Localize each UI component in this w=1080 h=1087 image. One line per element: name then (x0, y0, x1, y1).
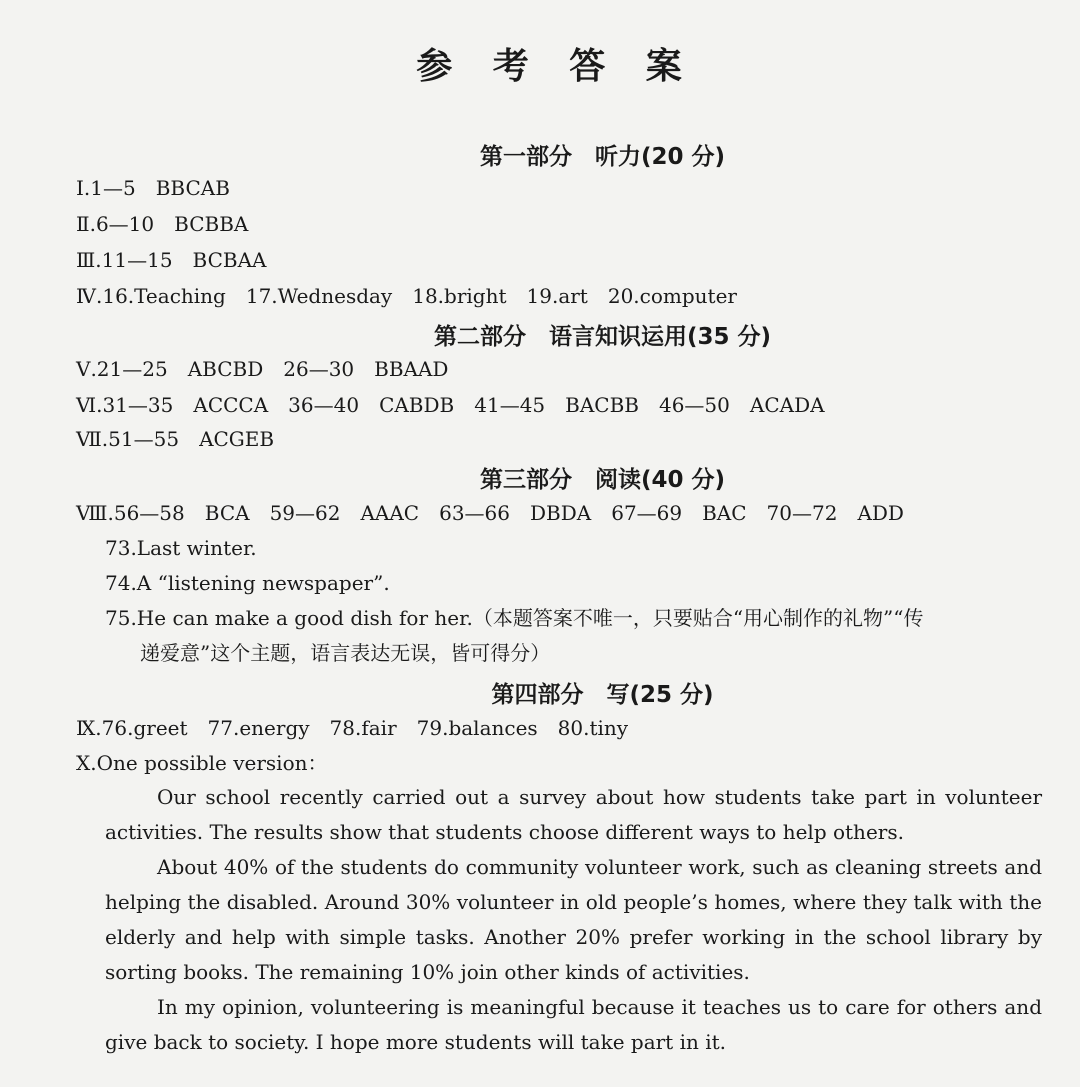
answer-line-5: Ⅴ.21—25 ABCBD 26—30 BBAAD (76, 357, 449, 381)
answer-line-8: Ⅷ.56—58 BCA 59—62 AAAC 63—66 DBDA 67—69 BAC 70—72 ADD (76, 501, 904, 525)
answer-line-14: Ⅹ.One possible version： (76, 751, 328, 775)
answer-line-2: Ⅱ.6—10 BCBBA (76, 212, 249, 236)
essay-paragraph-1 (105, 780, 1042, 850)
essay-paragraph-1-text: Our school recently carried out a survey about how students take part in volunteer activities. The results show that students choose different ways to help others. (105, 785, 1042, 844)
answer-line-4: Ⅳ.16.Teaching 17.Wednesday 18.bright 19.art 20.computer (76, 284, 737, 308)
section-heading-language: 第二部分 语言知识运用(35 分) (433, 324, 772, 350)
page-title: 参 考 答 案 (416, 46, 696, 87)
answer-line-11: 75.He can make a good dish for her.（本题答案不唯一，只要贴合“用心制作的礼物”“传 (105, 606, 924, 630)
answer-line-9: 73.Last winter. (105, 536, 257, 560)
answer-line-6: Ⅵ.31—35 ACCCA 36—40 CABDB 41—45 BACBB 46—50 ACADA (76, 393, 825, 417)
answer-line-1: Ⅰ.1—5 BBCAB (76, 176, 230, 200)
section-heading-reading: 第三部分 阅读(40 分) (479, 467, 726, 493)
essay-paragraph-2-text: About 40% of the students do community volunteer work, such as cleaning streets and helping the disabled. Around 30% volunteer in old people’s homes, where they talk with the elderly and help with simple tasks. Another 20% prefer working in the school library by sorting books. The remaining 10% join other kinds of activities. (105, 855, 1042, 984)
section-heading-listening: 第一部分 听力(20 分) (479, 144, 726, 170)
answer-line-7: Ⅶ.51—55 ACGEB (76, 427, 275, 451)
answer-line-3: Ⅲ.11—15 BCBAA (76, 248, 267, 272)
answer-line-13: Ⅸ.76.greet 77.energy 78.fair 79.balances 80.tiny (76, 716, 629, 740)
essay-paragraph-2 (105, 850, 1042, 990)
answer-line-10: 74.A “listening newspaper”. (105, 571, 390, 595)
answer-line-12: 递爱意”这个主题，语言表达无误，皆可得分） (140, 641, 551, 665)
section-heading-writing: 第四部分 写(25 分) (491, 682, 714, 708)
essay-paragraph-3 (105, 990, 1042, 1060)
essay-paragraph-3-text: In my opinion, volunteering is meaningful because it teaches us to care for others and give back to society. I hope more students will take part in it. (105, 995, 1042, 1054)
